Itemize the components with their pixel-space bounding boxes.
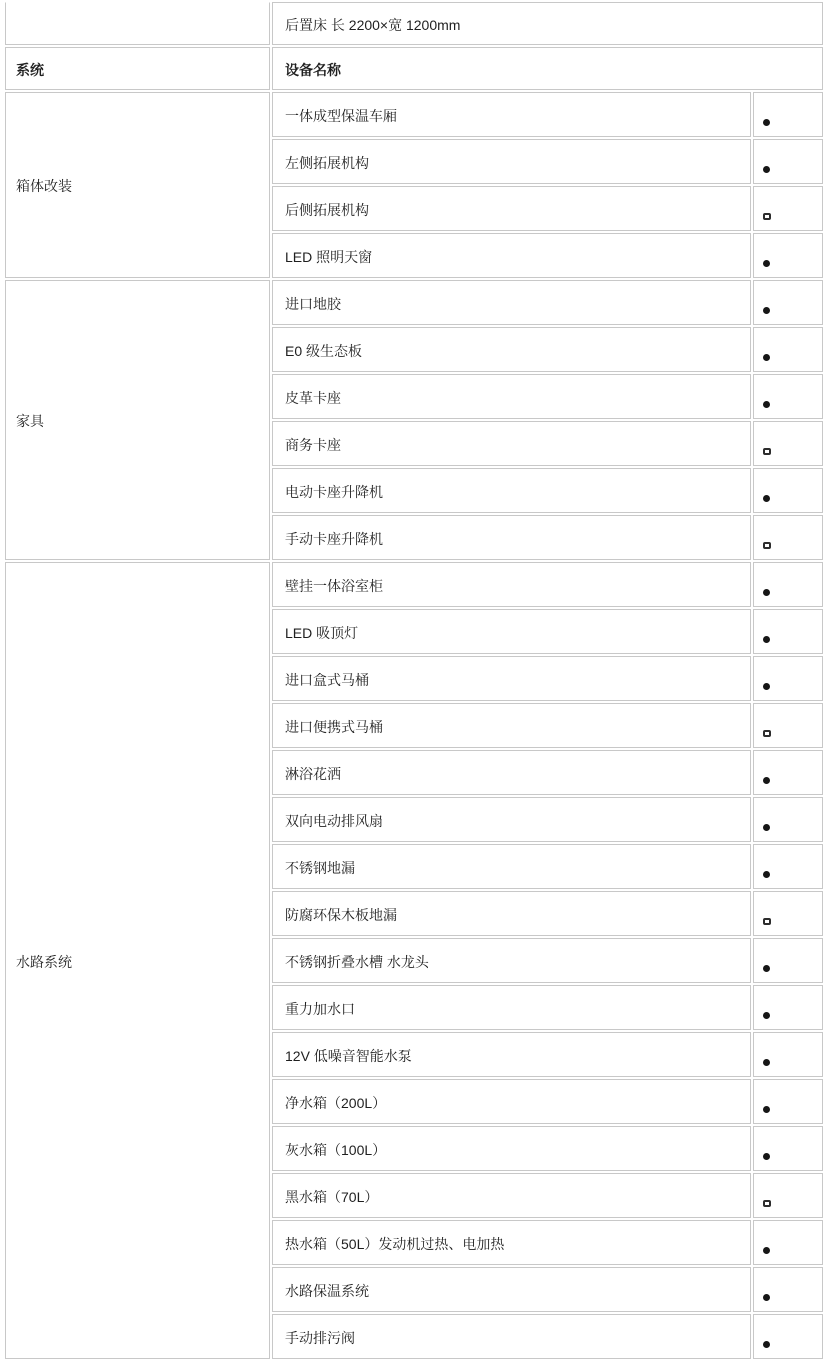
device-name-cell: 手动排污阀 — [272, 1314, 751, 1359]
equipment-row — [5, 562, 823, 607]
device-name-cell: LED 照明天窗 — [272, 233, 751, 278]
standard-marker-icon — [763, 1106, 770, 1113]
device-name-cell: LED 吸顶灯 — [272, 609, 751, 654]
equipment-marker-cell — [753, 515, 823, 560]
device-name-cell: 灰水箱（100L） — [272, 1126, 751, 1171]
section-label: 家具 — [5, 280, 270, 560]
equipment-spec-table — [3, 0, 825, 1361]
standard-marker-icon — [763, 1153, 770, 1160]
optional-marker-icon — [763, 448, 771, 455]
device-name-cell: 左侧拓展机构 — [272, 139, 751, 184]
device-name-cell: 进口地胶 — [272, 280, 751, 325]
equipment-marker-cell — [753, 656, 823, 701]
equipment-marker-cell — [753, 1267, 823, 1312]
standard-marker-icon — [763, 260, 770, 267]
equipment-marker-cell — [753, 374, 823, 419]
optional-marker-icon — [763, 918, 771, 925]
standard-marker-icon — [763, 1294, 770, 1301]
equipment-row — [5, 92, 823, 137]
equipment-marker-cell — [753, 1079, 823, 1124]
standard-marker-icon — [763, 589, 770, 596]
equipment-marker-cell — [753, 92, 823, 137]
device-name-cell: 一体成型保温车厢 — [272, 92, 751, 137]
standard-marker-icon — [763, 777, 770, 784]
device-name-cell: 后侧拓展机构 — [272, 186, 751, 231]
empty-system-cell — [5, 2, 270, 45]
device-name-cell: 不锈钢地漏 — [272, 844, 751, 889]
device-name-cell: 皮革卡座 — [272, 374, 751, 419]
equipment-marker-cell — [753, 139, 823, 184]
standard-marker-icon — [763, 871, 770, 878]
optional-marker-icon — [763, 542, 771, 549]
standard-marker-icon — [763, 1059, 770, 1066]
rear-bed-spec-cell: 后置床 长 2200×宽 1200mm — [272, 2, 823, 45]
device-name-cell: 防腐环保木板地漏 — [272, 891, 751, 936]
standard-marker-icon — [763, 119, 770, 126]
equipment-marker-cell — [753, 327, 823, 372]
equipment-marker-cell — [753, 468, 823, 513]
spec-table-head — [5, 2, 823, 90]
standard-marker-icon — [763, 166, 770, 173]
device-name-cell: 壁挂一体浴室柜 — [272, 562, 751, 607]
equipment-marker-cell — [753, 938, 823, 983]
device-name-cell: 净水箱（200L） — [272, 1079, 751, 1124]
device-name-cell: 淋浴花洒 — [272, 750, 751, 795]
equipment-marker-cell — [753, 421, 823, 466]
device-name-cell: 水路保温系统 — [272, 1267, 751, 1312]
standard-marker-icon — [763, 1012, 770, 1019]
standard-marker-icon — [763, 636, 770, 643]
equipment-row — [5, 280, 823, 325]
standard-marker-icon — [763, 307, 770, 314]
equipment-marker-cell — [753, 1314, 823, 1359]
standard-marker-icon — [763, 965, 770, 972]
device-name-cell: 进口盒式马桶 — [272, 656, 751, 701]
section-label: 水路系统 — [5, 562, 270, 1359]
equipment-marker-cell — [753, 609, 823, 654]
header-device-name: 设备名称 — [272, 47, 823, 90]
spec-table-body — [5, 92, 823, 1359]
equipment-marker-cell — [753, 703, 823, 748]
device-name-cell: 12V 低噪音智能水泵 — [272, 1032, 751, 1077]
device-name-cell: 双向电动排风扇 — [272, 797, 751, 842]
equipment-marker-cell — [753, 797, 823, 842]
standard-marker-icon — [763, 401, 770, 408]
optional-marker-icon — [763, 1200, 771, 1207]
device-name-cell: 不锈钢折叠水槽 水龙头 — [272, 938, 751, 983]
optional-marker-icon — [763, 730, 771, 737]
device-name-cell: 电动卡座升降机 — [272, 468, 751, 513]
equipment-marker-cell — [753, 1032, 823, 1077]
rear-bed-row — [5, 2, 823, 45]
equipment-marker-cell — [753, 562, 823, 607]
device-name-cell: E0 级生态板 — [272, 327, 751, 372]
header-system: 系统 — [5, 47, 270, 90]
equipment-marker-cell — [753, 280, 823, 325]
standard-marker-icon — [763, 824, 770, 831]
standard-marker-icon — [763, 1247, 770, 1254]
standard-marker-icon — [763, 1341, 770, 1348]
standard-marker-icon — [763, 495, 770, 502]
device-name-cell: 进口便携式马桶 — [272, 703, 751, 748]
device-name-cell: 商务卡座 — [272, 421, 751, 466]
optional-marker-icon — [763, 213, 771, 220]
equipment-marker-cell — [753, 1220, 823, 1265]
standard-marker-icon — [763, 354, 770, 361]
equipment-marker-cell — [753, 844, 823, 889]
column-header-row — [5, 47, 823, 90]
equipment-marker-cell — [753, 233, 823, 278]
equipment-marker-cell — [753, 750, 823, 795]
device-name-cell: 手动卡座升降机 — [272, 515, 751, 560]
equipment-marker-cell — [753, 1173, 823, 1218]
equipment-marker-cell — [753, 985, 823, 1030]
equipment-marker-cell — [753, 891, 823, 936]
section-label: 箱体改装 — [5, 92, 270, 278]
equipment-marker-cell — [753, 1126, 823, 1171]
device-name-cell: 黑水箱（70L） — [272, 1173, 751, 1218]
equipment-marker-cell — [753, 186, 823, 231]
standard-marker-icon — [763, 683, 770, 690]
device-name-cell: 重力加水口 — [272, 985, 751, 1030]
device-name-cell: 热水箱（50L）发动机过热、电加热 — [272, 1220, 751, 1265]
